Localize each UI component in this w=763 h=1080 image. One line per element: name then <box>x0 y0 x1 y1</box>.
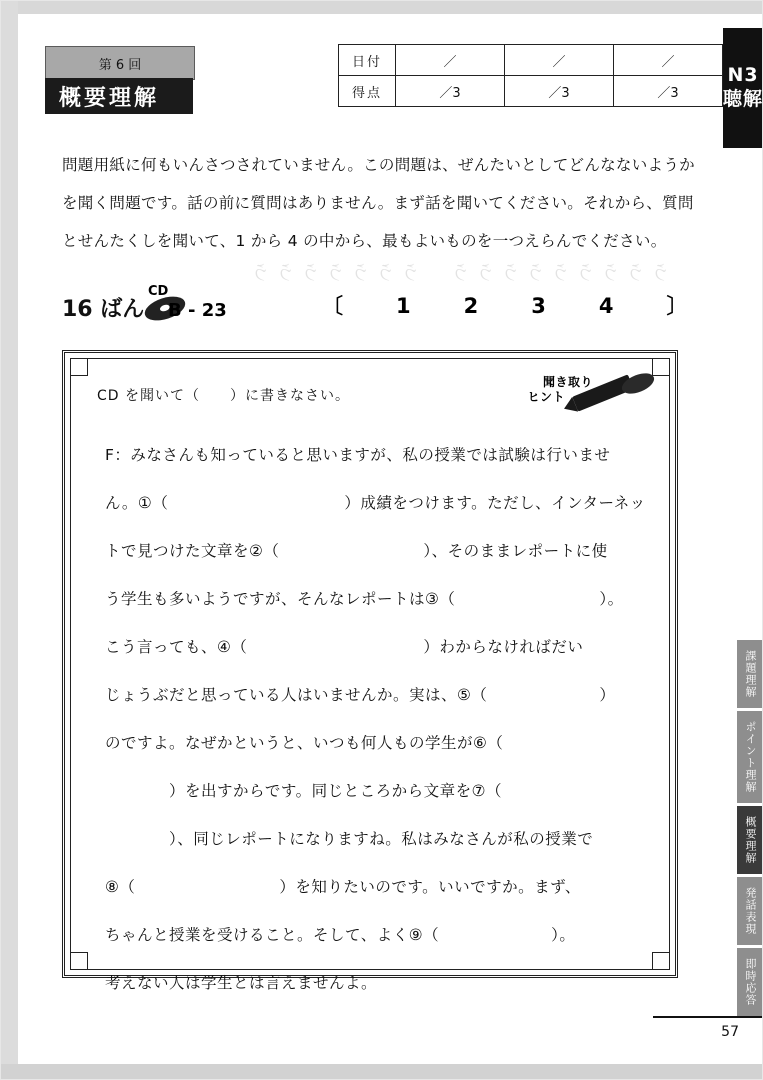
score-table-label-date: 日付 <box>339 45 396 76</box>
answer-choices[interactable]: 〔 1 2 3 4 〕 <box>322 294 704 318</box>
corner-ornament-tr <box>652 358 670 376</box>
script-text <box>105 431 649 1007</box>
script-line-12: 考えない人は学生とは言えませんよ。 <box>105 974 378 992</box>
level-tab <box>723 28 763 148</box>
date-cell-1[interactable]: ／ <box>396 45 505 76</box>
score-table-label-score: 得点 <box>339 76 396 107</box>
box-instruction: CD を聞いて（ ）に書きなさい。 <box>97 388 351 404</box>
ink-blob-icon <box>619 369 657 397</box>
question-number: 16 ばん <box>62 297 145 322</box>
paper-edge-bottom <box>0 1064 763 1080</box>
index-tab-2[interactable]: 概要理解 <box>737 806 763 874</box>
instructions-paragraph <box>62 146 702 260</box>
script-line-11: ちゃんと授業を受けること。そして、よく⑨（ ）。 <box>105 926 576 944</box>
table-row <box>339 45 723 76</box>
hint-line1: 聞き取り <box>542 375 593 389</box>
corner-ornament-br <box>652 952 670 970</box>
paper-edge-left <box>0 0 18 1080</box>
index-tab-1[interactable]: ポイント理解 <box>737 711 763 803</box>
index-tab-4[interactable]: 即時応答 <box>737 948 763 1016</box>
instructions-line-3: とせんたくしを聞いて、1 から 4 の中から、最もよいものを一つえらんでください。 <box>62 232 667 250</box>
corner-ornament-bl <box>70 952 88 970</box>
lesson-number-badge: 第 6 回 <box>45 46 195 80</box>
cd-track-label: B - 23 <box>168 300 227 321</box>
script-line-1: F：みなさんも知っていると思いますが、私の授業では試験は行いませ <box>105 446 611 464</box>
listening-hint <box>481 373 651 421</box>
level-tab-line2: 聴解 <box>723 88 763 110</box>
script-line-5: こう言っても、④（ ）わからなければだい <box>105 638 584 656</box>
script-line-8: ）を出すからです。同じところから文章を⑦（ <box>105 782 503 800</box>
page-number-rule <box>653 1016 763 1018</box>
index-tab-3[interactable]: 発話表現 <box>737 877 763 945</box>
corner-ornament-tl <box>70 358 88 376</box>
hint-line2: ヒント <box>527 390 565 404</box>
instructions-line-1: 問題用紙に何もいんさつされていません。この問題は、ぜんたいとしてどんなないようか <box>62 156 695 174</box>
paper-edge-top <box>0 0 763 14</box>
script-line-9: ）、同じレポートになりますね。私はみなさんが私の授業で <box>105 830 594 848</box>
cd-label: CD <box>148 284 169 299</box>
level-tab-line1: N3 <box>727 64 759 87</box>
script-line-4: う学生も多いようですが、そんなレポートは③（ ）。 <box>105 590 624 608</box>
section-index-tabs <box>737 640 763 1019</box>
score-cell-3[interactable]: ／3 <box>614 76 723 107</box>
page-title: 概要理解 <box>45 78 193 114</box>
instructions-line-2: を聞く問題です。話の前に質問はありません。まず話を聞いてください。それから、質問 <box>62 194 694 212</box>
question-header <box>62 284 704 328</box>
date-cell-2[interactable]: ／ <box>505 45 614 76</box>
bleed-through-text: ううううううううう ううううううう <box>244 262 670 284</box>
score-cell-1[interactable]: ／3 <box>396 76 505 107</box>
script-box <box>62 350 678 992</box>
script-box-inner-border <box>70 358 670 992</box>
table-row <box>339 76 723 107</box>
date-cell-3[interactable]: ／ <box>614 45 723 76</box>
score-cell-2[interactable]: ／3 <box>505 76 614 107</box>
script-line-6: じょうぶだと思っている人はいませんか。実は、⑤（ ） <box>105 686 616 704</box>
script-line-10: ⑧（ ）を知りたいのです。いいですか。まず、 <box>105 878 581 896</box>
script-line-7: のですよ。なぜかというと、いつも何人もの学生が⑥（ <box>105 734 504 752</box>
script-line-3: トで見つけた文章を②（ ）、そのままレポートに使 <box>105 542 608 560</box>
page-number: 57 <box>721 1024 739 1040</box>
script-line-2: ん。①（ ）成績をつけます。ただし、インターネッ <box>105 494 646 512</box>
score-table <box>338 44 723 107</box>
index-tab-0[interactable]: 課題理解 <box>737 640 763 708</box>
